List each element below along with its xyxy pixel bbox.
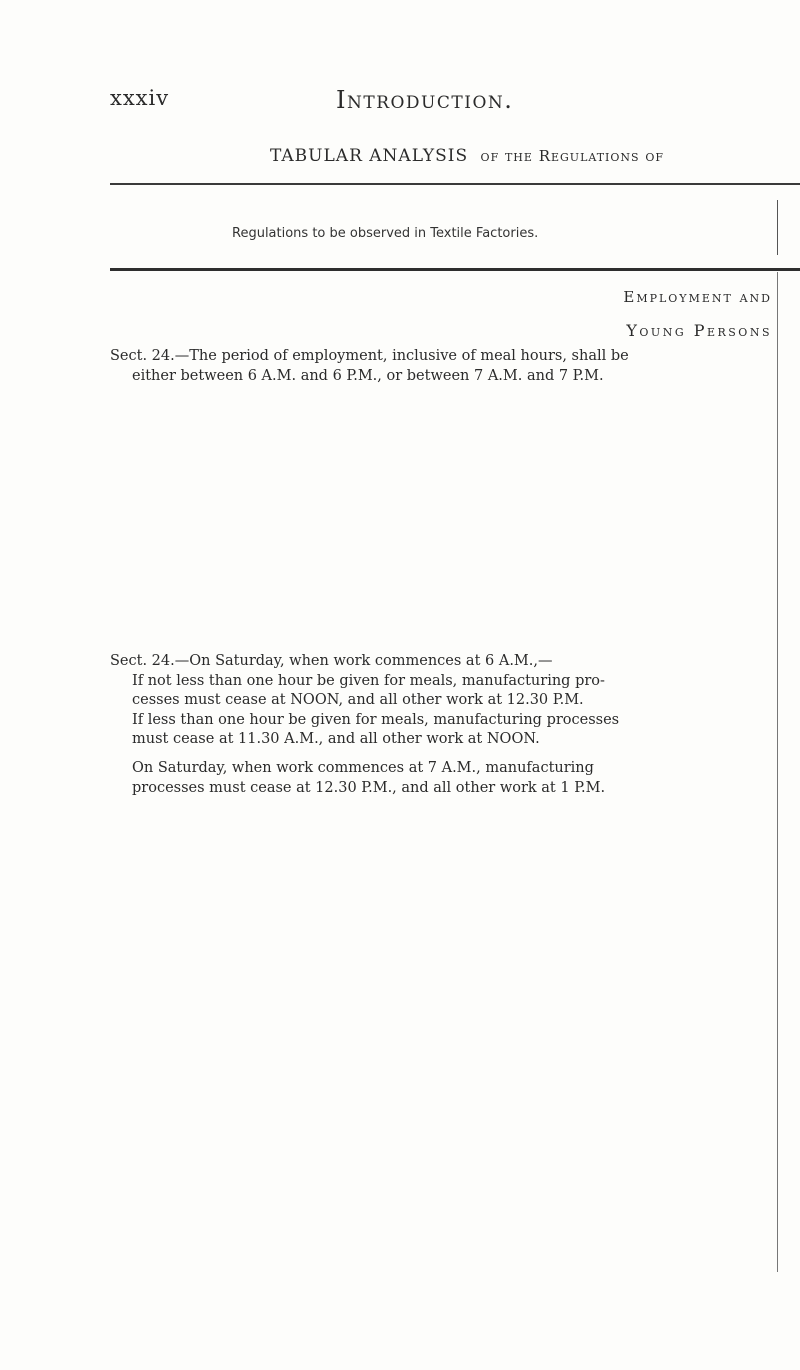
section-heading-line2: Young Persons bbox=[626, 321, 772, 340]
text-line: processes must cease at 12.30 P.M., and all other work at 1 P.M. bbox=[132, 779, 606, 796]
text-line: either between 6 A.M. and 6 P.M., or between 7 A.M. and 7 P.M. bbox=[132, 367, 604, 384]
text-line: If less than one hour be given for meals, manufacturing processes bbox=[132, 711, 620, 728]
text-line: Sect. 24.—The period of employment, inclusive of meal hours, shall be bbox=[110, 348, 629, 364]
section-heading-line1: Employment and bbox=[623, 288, 772, 306]
column-divider bbox=[777, 200, 778, 255]
page-number: xxxiv bbox=[110, 86, 170, 110]
running-title: Introduction. bbox=[336, 86, 514, 114]
paragraph-saturday-7am bbox=[110, 759, 770, 798]
table-title bbox=[270, 146, 664, 166]
table-title-main: TABULAR ANALYSIS bbox=[270, 146, 469, 166]
column-divider bbox=[777, 272, 778, 1272]
text-line: Sect. 24.—On Saturday, when work commences at 6 A.M.,— bbox=[110, 653, 553, 669]
table-top-rule bbox=[110, 183, 800, 185]
header-rule bbox=[110, 268, 800, 271]
paragraph-sect-24-hours bbox=[110, 347, 770, 386]
text-line: cesses must cease at NOON, and all other work at 12.30 P.M. bbox=[132, 692, 584, 708]
text-line: If not less than one hour be given for meals, manufacturing pro- bbox=[132, 672, 605, 689]
text-line: must cease at 11.30 A.M., and all other work at NOON. bbox=[132, 731, 540, 747]
table-title-rest: of the Regulations of bbox=[480, 147, 665, 165]
text-line: On Saturday, when work commences at 7 A.M., manufacturing bbox=[132, 760, 594, 776]
paragraph-sect-24-saturday bbox=[110, 652, 770, 750]
column-header: Regulations to be observed in Textile Factories. bbox=[232, 226, 539, 241]
